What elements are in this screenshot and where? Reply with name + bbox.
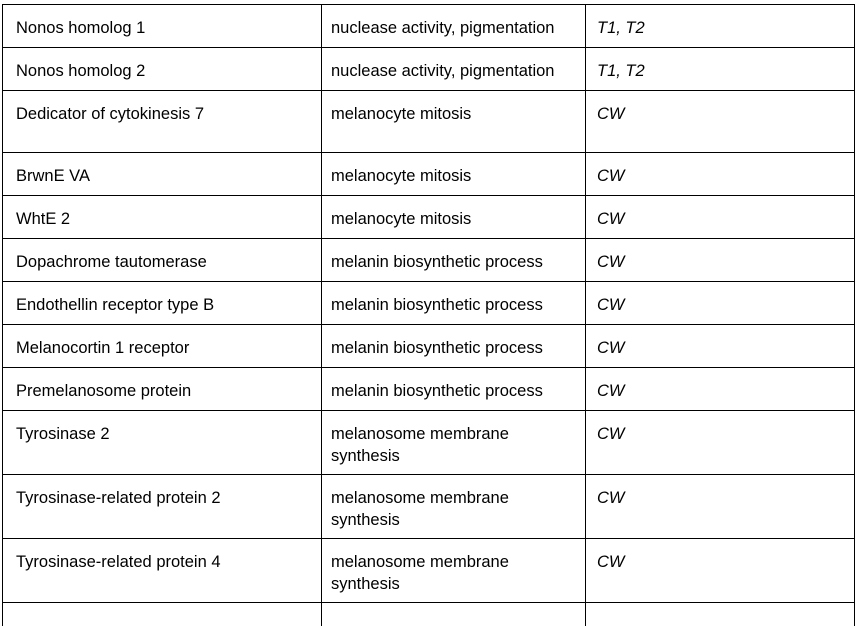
gene-name-cell: WhtE 2	[3, 196, 322, 239]
table-row	[3, 239, 855, 282]
empty-cell	[3, 603, 322, 626]
gene-name-cell: Nonos homolog 1	[3, 5, 322, 48]
table-row	[3, 153, 855, 196]
gene-name-cell: Melanocortin 1 receptor	[3, 325, 322, 368]
gene-name-cell: BrwnE VA	[3, 153, 322, 196]
function-cell: melanosome membrane synthesis	[322, 411, 586, 475]
tissue-cell: CW	[586, 153, 855, 196]
table-row	[3, 48, 855, 91]
empty-cell	[322, 603, 586, 626]
table-body	[3, 5, 855, 626]
tissue-cell: CW	[586, 239, 855, 282]
function-cell: melanin biosynthetic process	[322, 239, 586, 282]
tissue-cell: CW	[586, 539, 855, 603]
function-cell: melanocyte mitosis	[322, 196, 586, 239]
table-row	[3, 475, 855, 539]
function-cell: melanocyte mitosis	[322, 91, 586, 153]
table-row	[3, 196, 855, 239]
gene-function-table	[2, 4, 855, 626]
empty-cell	[586, 603, 855, 626]
gene-name-cell: Tyrosinase 2	[3, 411, 322, 475]
function-cell: melanosome membrane synthesis	[322, 475, 586, 539]
table-row	[3, 91, 855, 153]
function-cell: nuclease activity, pigmentation	[322, 48, 586, 91]
function-cell: melanin biosynthetic process	[322, 368, 586, 411]
table-row	[3, 282, 855, 325]
function-cell: melanosome membrane synthesis	[322, 539, 586, 603]
tissue-cell: CW	[586, 368, 855, 411]
function-cell: melanin biosynthetic process	[322, 282, 586, 325]
table-row	[3, 411, 855, 475]
gene-name-cell: Endothellin receptor type B	[3, 282, 322, 325]
table-row-partial	[3, 603, 855, 626]
table-row	[3, 5, 855, 48]
function-cell: melanin biosynthetic process	[322, 325, 586, 368]
table-row	[3, 368, 855, 411]
table-row	[3, 325, 855, 368]
function-cell: melanocyte mitosis	[322, 153, 586, 196]
gene-name-cell: Dedicator of cytokinesis 7	[3, 91, 322, 153]
tissue-cell: CW	[586, 475, 855, 539]
table-row	[3, 539, 855, 603]
gene-name-cell: Premelanosome protein	[3, 368, 322, 411]
tissue-cell: CW	[586, 196, 855, 239]
tissue-cell: T1, T2	[586, 5, 855, 48]
tissue-cell: CW	[586, 411, 855, 475]
function-cell: nuclease activity, pigmentation	[322, 5, 586, 48]
tissue-cell: CW	[586, 325, 855, 368]
tissue-cell: T1, T2	[586, 48, 855, 91]
gene-name-cell: Tyrosinase-related protein 2	[3, 475, 322, 539]
gene-name-cell: Nonos homolog 2	[3, 48, 322, 91]
tissue-cell: CW	[586, 91, 855, 153]
gene-name-cell: Tyrosinase-related protein 4	[3, 539, 322, 603]
tissue-cell: CW	[586, 282, 855, 325]
gene-name-cell: Dopachrome tautomerase	[3, 239, 322, 282]
